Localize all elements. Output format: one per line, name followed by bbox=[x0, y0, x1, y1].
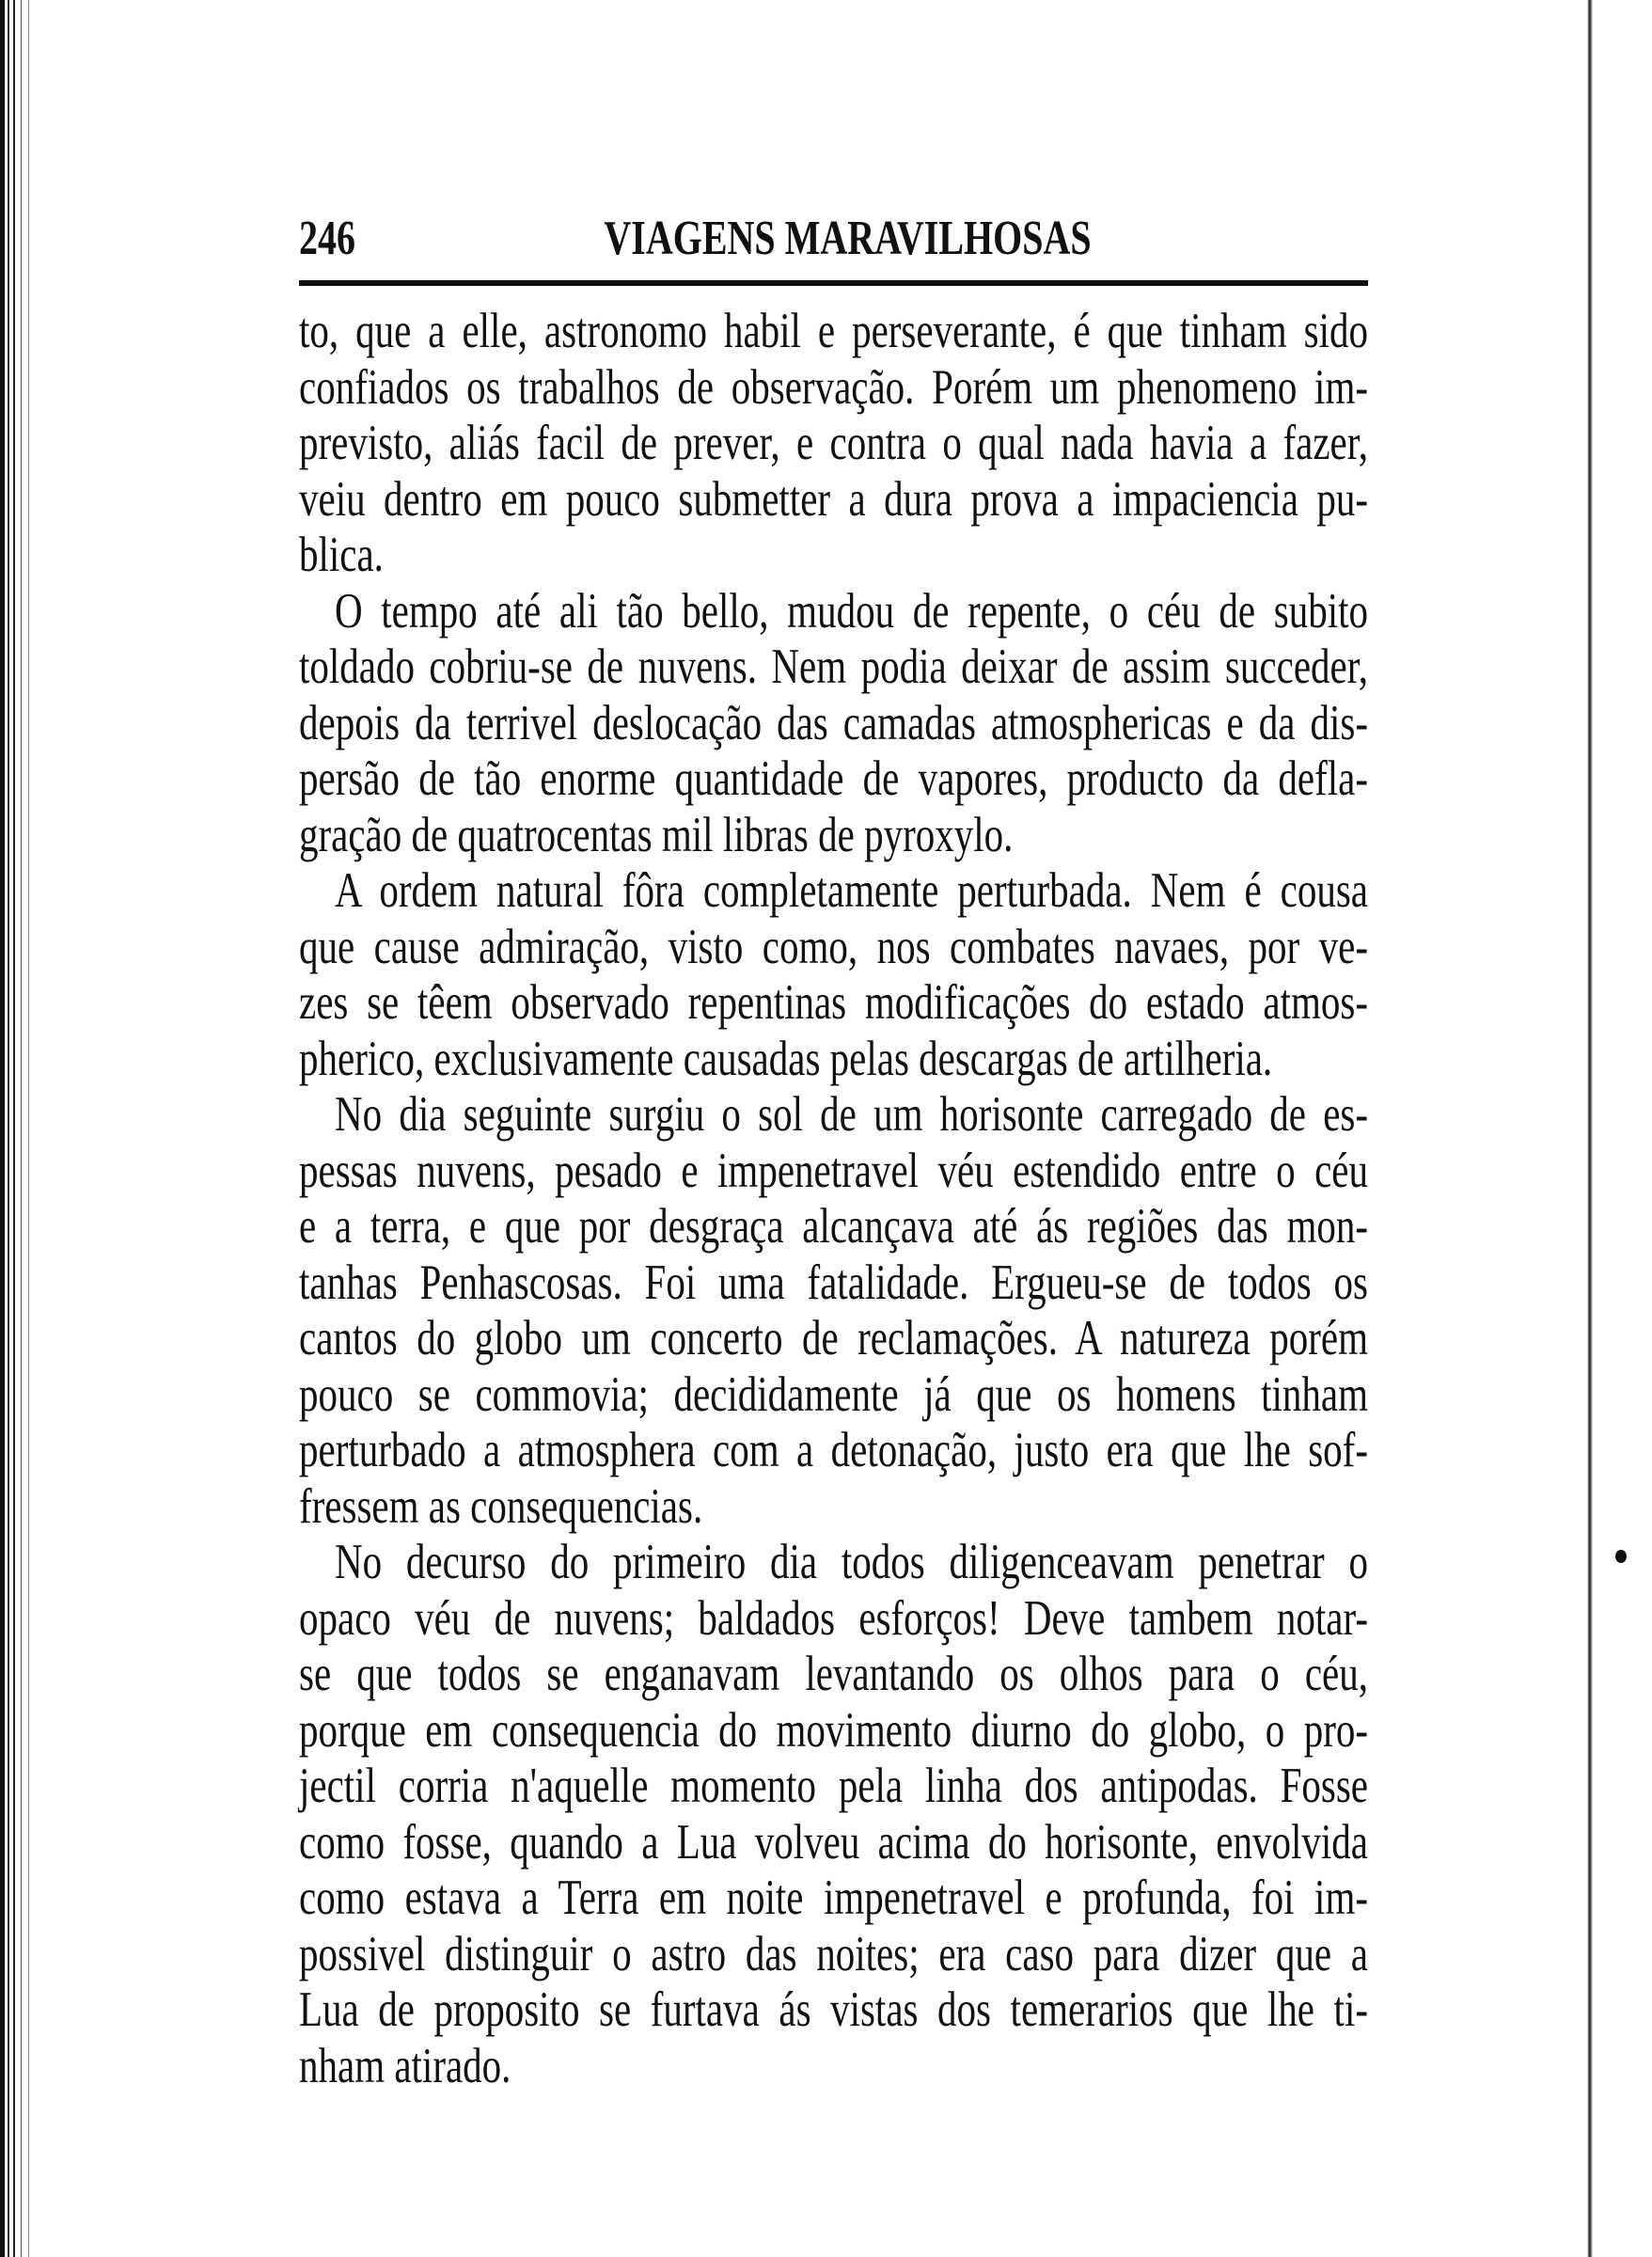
text-line: como fosse, quando a Lua volveu acima do horisonte, envolvida bbox=[299, 1812, 1368, 1870]
text-line: cantos do globo um concerto de reclamações. A natureza porém bbox=[299, 1308, 1368, 1365]
text-line: A ordem natural fôra completamente perturbada. Nem é cousa bbox=[335, 860, 1368, 918]
page-header bbox=[299, 209, 1368, 265]
text-line: se que todos se enganavam levantando os olhos para o céu, bbox=[299, 1644, 1368, 1701]
text-line: possivel distinguir o astro das noites; era caso para dizer que a bbox=[299, 1924, 1368, 1981]
text-line: que cause admiração, visto como, nos combates navaes, por ve- bbox=[299, 917, 1368, 974]
text-line: perturbado a atmosphera com a detonação, justo era que lhe sof- bbox=[299, 1420, 1368, 1477]
text-line: e a terra, e que por desgraça alcançava até ás regiões das mon- bbox=[299, 1196, 1368, 1254]
text-line: previsto, aliás facil de prever, e contra o qual nada havia a fazer, bbox=[299, 413, 1368, 470]
text-line: pherico, exclusivamente causadas pelas descargas de artilheria. bbox=[299, 1029, 1273, 1086]
text-line: opaco véu de nuvens; baldados esforços! Deve tambem notar- bbox=[299, 1588, 1368, 1646]
text-line: O tempo até ali tão bello, mudou de repente, o céu de subito bbox=[335, 581, 1368, 639]
text-line: depois da terrivel deslocação das camadas atmosphericas e da dis- bbox=[299, 693, 1368, 750]
page-right-edge bbox=[1587, 0, 1593, 2257]
paragraph bbox=[299, 1534, 1368, 2093]
book-binding-edge bbox=[0, 0, 56, 2257]
text-line: tanhas Penhascosas. Foi uma fatalidade. Ergueu-se de todos os bbox=[299, 1253, 1368, 1310]
text-line: gração de quatrocentas mil libras de pyroxylo. bbox=[299, 805, 1014, 862]
text-line: persão de tão enorme quantidade de vapores, producto da defla- bbox=[299, 749, 1368, 806]
paragraph bbox=[299, 583, 1368, 863]
running-title: VIAGENS MARAVILHOSAS bbox=[604, 210, 1092, 265]
text-line: No decurso do primeiro dia todos diligenceavam penetrar o bbox=[335, 1532, 1368, 1589]
text-line: blica. bbox=[299, 525, 384, 582]
ink-spot bbox=[1615, 1550, 1627, 1563]
text-line: pouco se commovia; decididamente já que os homens tinham bbox=[299, 1365, 1368, 1422]
text-line: fressem as consequencias. bbox=[299, 1476, 703, 1534]
page-number: 246 bbox=[299, 210, 355, 265]
header-rule bbox=[299, 280, 1368, 286]
paragraph bbox=[299, 1086, 1368, 1534]
page-body bbox=[299, 303, 1368, 2093]
text-line: jectil corria n'aquelle momento pela linha dos antipodas. Fosse bbox=[299, 1756, 1368, 1813]
text-line: confiados os trabalhos de observação. Porém um phenomeno im- bbox=[299, 357, 1368, 415]
text-line: toldado cobriu-se de nuvens. Nem podia deixar de assim succeder, bbox=[299, 637, 1368, 694]
text-line: como estava a Terra em noite impenetravel e profunda, foi im- bbox=[299, 1868, 1368, 1925]
paragraph bbox=[299, 862, 1368, 1086]
text-line: pessas nuvens, pesado e impenetravel véu estendido entre o céu bbox=[299, 1141, 1368, 1198]
text-line: zes se têem observado repentinas modificações do estado atmos- bbox=[299, 972, 1368, 1030]
text-line: porque em consequencia do movimento diurno do globo, o pro- bbox=[299, 1700, 1368, 1758]
text-line: to, que a elle, astronomo habil e perseverante, é que tinham sido bbox=[299, 301, 1368, 358]
text-line: nham atirado. bbox=[299, 2036, 511, 2093]
text-line: Lua de proposito se furtava ás vistas dos temerarios que lhe ti- bbox=[299, 1980, 1368, 2037]
text-line: veiu dentro em pouco submetter a dura prova a impaciencia pu- bbox=[299, 469, 1368, 527]
text-line: No dia seguinte surgiu o sol de um horisonte carregado de es- bbox=[335, 1084, 1368, 1142]
paragraph bbox=[299, 303, 1368, 583]
